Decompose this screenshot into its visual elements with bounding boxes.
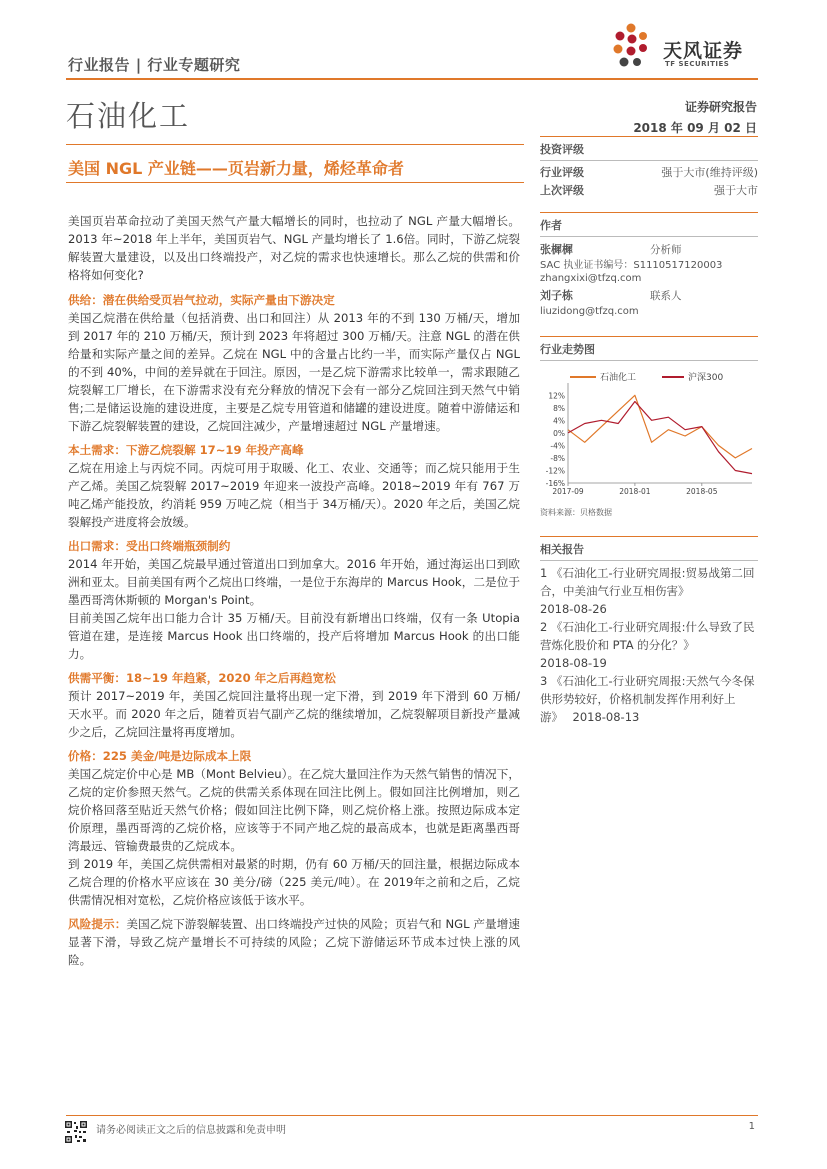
contact-email[interactable]: liuzidong@tfzq.com	[540, 306, 639, 317]
x-tick-label: 2017-09	[552, 487, 584, 496]
analyst-email[interactable]: zhangxixi@tfzq.com	[540, 273, 642, 284]
trend-chart	[540, 365, 758, 505]
industry-title: 石油化工	[66, 99, 191, 133]
y-tick-label: -16%	[545, 479, 565, 488]
footer-divider	[66, 1115, 758, 1116]
y-tick-label: 4%	[553, 416, 565, 426]
main-body	[68, 212, 520, 969]
section-supply	[68, 291, 520, 435]
y-tick-label: -4%	[550, 441, 565, 451]
previous-rating-row	[540, 182, 758, 200]
analyst-role: 分析师	[650, 244, 682, 256]
x-tick-label: 2018-05	[686, 487, 718, 496]
rating-title: 投资评级	[540, 143, 584, 156]
report-type: 证券研究报告	[684, 100, 757, 114]
report-date: 2018 年 09 月 02 日	[633, 121, 757, 135]
section-export-demand	[68, 537, 520, 663]
report-subtitle: 美国 NGL 产业链——页岩新力量，烯烃革命者	[68, 159, 404, 178]
section-paragraph: 美国乙烷定价中心是 MB（Mont Belvieu）。在乙烷大量回注作为天然气销售的情况下，乙烷的定价参照天然气。乙烷的供需关系体现在回注比例上。假如回注比例增加，则乙烷价格回落至贴近天然气价格；假如回注比例下降，则乙烷价格上涨。按照边际成本定价原理，墨西哥湾的乙烷价格，应该等于不同产地乙烷的最高成本，也就是距离墨西哥湾最远、管输费最贵的乙烷成本。	[68, 767, 520, 853]
analyst-cert: SAC 执业证书编号：S1110517120003	[540, 260, 723, 271]
y-tick-label: 8%	[553, 403, 565, 413]
legend-label-a: 石油化工	[600, 373, 637, 383]
section-heading: 出口需求：受出口终端瓶颈制约	[68, 539, 231, 553]
section-paragraph: 目前美国乙烷年出口能力合计 35 万桶/天。目前没有新增出口终端，仅有一条 Utopia 管道在建，是连接 Marcus Hook 出口终端的，投产后将增加 Marcus Hook 的出口能力。	[68, 611, 520, 661]
analyst-name: 张樨樨	[540, 243, 573, 256]
subtitle-top-divider	[66, 144, 524, 145]
brand-name: 天风证券	[663, 40, 744, 62]
related-report[interactable]	[540, 564, 758, 618]
industry-rating-row	[540, 164, 758, 182]
analyst-block	[540, 241, 758, 285]
section-paragraph: 到 2019 年，美国乙烷供需相对最紧的时期，仍有 60 万桶/天的回注量，根据边际成本乙烷合理的价格水平应该在 30 美分/磅（225 美元/吨）。在 2019年之前和之后，乙烷供需情况相对宽松，乙烷价格应该低于该水平。	[68, 857, 520, 907]
page-number: 1	[748, 1121, 755, 1132]
legend-label-b: 沪深300	[688, 373, 724, 383]
related-report[interactable]	[540, 618, 758, 672]
rating-label: 行业评级	[540, 166, 584, 179]
rating-subdivider	[540, 160, 758, 161]
report-category: 行业报告 | 行业专题研究	[68, 56, 241, 74]
previous-rating-label: 上次评级	[540, 184, 584, 197]
rating-divider	[540, 136, 758, 137]
related-report[interactable]	[540, 672, 758, 726]
y-tick-label: -12%	[545, 466, 565, 476]
authors-title: 作者	[540, 219, 562, 232]
contact-block	[540, 287, 758, 318]
section-paragraph: 2014 年开始，美国乙烷最早通过管道出口到加拿大。2016 年开始，通过海运出口到欧洲和亚太。目前美国有两个乙烷出口终端，一是位于东海岸的 Marcus Hook，二是位于墨西哥湾休斯顿的 Morgan's Point。	[68, 557, 520, 607]
subtitle-bottom-divider	[66, 182, 524, 183]
related-report-title[interactable]: 2 《石油化工-行业研究周报:什么导致了民营炼化股价和 PTA 的分化？》	[540, 620, 755, 652]
header-divider	[66, 78, 758, 80]
related-report-title[interactable]: 3 《石油化工-行业研究周报:天然气今冬保供形势较好，价格机制发挥作用利好上游》	[540, 674, 755, 724]
section-paragraph: 乙烷在用途上与丙烷不同。丙烷可用于取暖、化工、农业、交通等；而乙烷只能用于生产乙烯。美国乙烷裂解 2017~2019 年迎来一波投产高峰。2018~2019 年有 767 万吨乙烯产能投放，约消耗 959 万吨乙烷（相当于 34万桶/天）。2020 年之后，美国乙烷裂解投产进度将会放缓。	[68, 461, 520, 529]
sidebar	[540, 136, 758, 726]
related-divider	[540, 536, 758, 537]
risk-paragraph	[68, 915, 520, 969]
risk-text: 美国乙烷下游裂解装置、出口终端投产过快的风险；页岩气和 NGL 产量增速显著下滑，导致乙烷产量增长不可持续的风险；乙烷下游储运环节成本过快上涨的风险。	[68, 917, 520, 967]
section-domestic-demand	[68, 441, 520, 531]
section-heading: 供给：潜在供给受页岩气拉动，实际产量由下游决定	[68, 293, 335, 307]
related-subdivider	[540, 560, 758, 561]
y-tick-label: 0%	[553, 428, 565, 438]
section-price	[68, 747, 520, 909]
related-title: 相关报告	[540, 543, 584, 556]
previous-rating-value: 强于大市	[714, 184, 758, 197]
contact-role: 联系人	[650, 290, 682, 302]
y-tick-label: 12%	[548, 391, 565, 401]
rating-value: 强于大市(维持评级)	[661, 166, 758, 179]
related-report-title[interactable]: 1 《石油化工-行业研究周报:贸易战第二回合，中美油气行业互相伤害》	[540, 566, 755, 598]
section-balance	[68, 669, 520, 741]
section-heading: 供需平衡：18~19 年趋紧，2020 年之后再趋宽松	[68, 671, 336, 685]
related-list	[540, 564, 758, 726]
authors-divider	[540, 212, 758, 213]
risk-label: 风险提示：	[68, 917, 127, 931]
tf-logo-icon	[610, 22, 660, 74]
y-tick-label: -8%	[550, 453, 565, 463]
x-tick-label: 2018-01	[619, 487, 651, 496]
section-paragraph: 美国乙烷潜在供给量（包括消费、出口和回注）从 2013 年的不到 130 万桶/天，增加到 2017 年的 210 万桶/天，预计到 2023 年将超过 300 万桶/天。注意 NGL 的潜在供给量和实际产量之间的差异。乙烷在 NGL 中的含量占比约一半，而实际产量仅占 NGL 的不到 40%，中间的差异就在于回注。原因，一是乙烷下游需求比较单一，需求跟随乙烷裂解工厂增长，在下游需求没有充分释放的情况下会有一部分乙烷回注到天然气中销售;二是储运设施的建设进度，主要是乙烷专用管道和储罐的建设进度。随着中游储运和下游乙烷裂解装置的建设，乙烷回注减少，产量增速超过 NGL 产量增速。	[68, 311, 520, 433]
section-paragraph: 预计 2017~2019 年，美国乙烷回注量将出现一定下滑，到 2019 年下滑到 60 万桶/天水平。而 2020 年之后，随着页岩气副产乙烷的继续增加，乙烷裂解项目新投产量减少之后，乙烷回注量将再度增加。	[68, 689, 520, 739]
related-report-date: 2018-08-13	[572, 710, 640, 724]
trend-title: 行业走势图	[540, 343, 595, 356]
related-report-date: 2018-08-26	[540, 602, 607, 616]
series-line-industry	[568, 395, 752, 458]
footer-notice: 请务必阅读正文之后的信息披露和免责申明	[96, 1125, 286, 1136]
section-heading: 价格：225 美金/吨是边际成本上限	[68, 749, 252, 763]
trend-subdivider	[540, 360, 758, 361]
intro-paragraph: 美国页岩革命拉动了美国天然气产量大幅增长的同时，也拉动了 NGL 产量大幅增长。2013 年~2018 年上半年，美国页岩气、NGL 产量均增长了 1.6倍。同时，下游乙烷裂解装置大量建设，以及出口终端投产，对乙烷的需求也快速增长。那么乙烷的供需和价格将如何变化?	[68, 214, 520, 282]
chart-source: 资料来源：贝格数据	[540, 508, 612, 517]
brand-name-en: TF SECURITIES	[665, 60, 730, 68]
trend-divider	[540, 336, 758, 337]
contact-name: 刘子栋	[540, 289, 573, 302]
related-report-date: 2018-08-19	[540, 656, 607, 670]
series-line-index	[568, 402, 752, 474]
section-heading: 本土需求：下游乙烷裂解 17~19 年投产高峰	[68, 443, 304, 457]
qr-code-icon	[64, 1120, 88, 1144]
authors-subdivider	[540, 236, 758, 237]
